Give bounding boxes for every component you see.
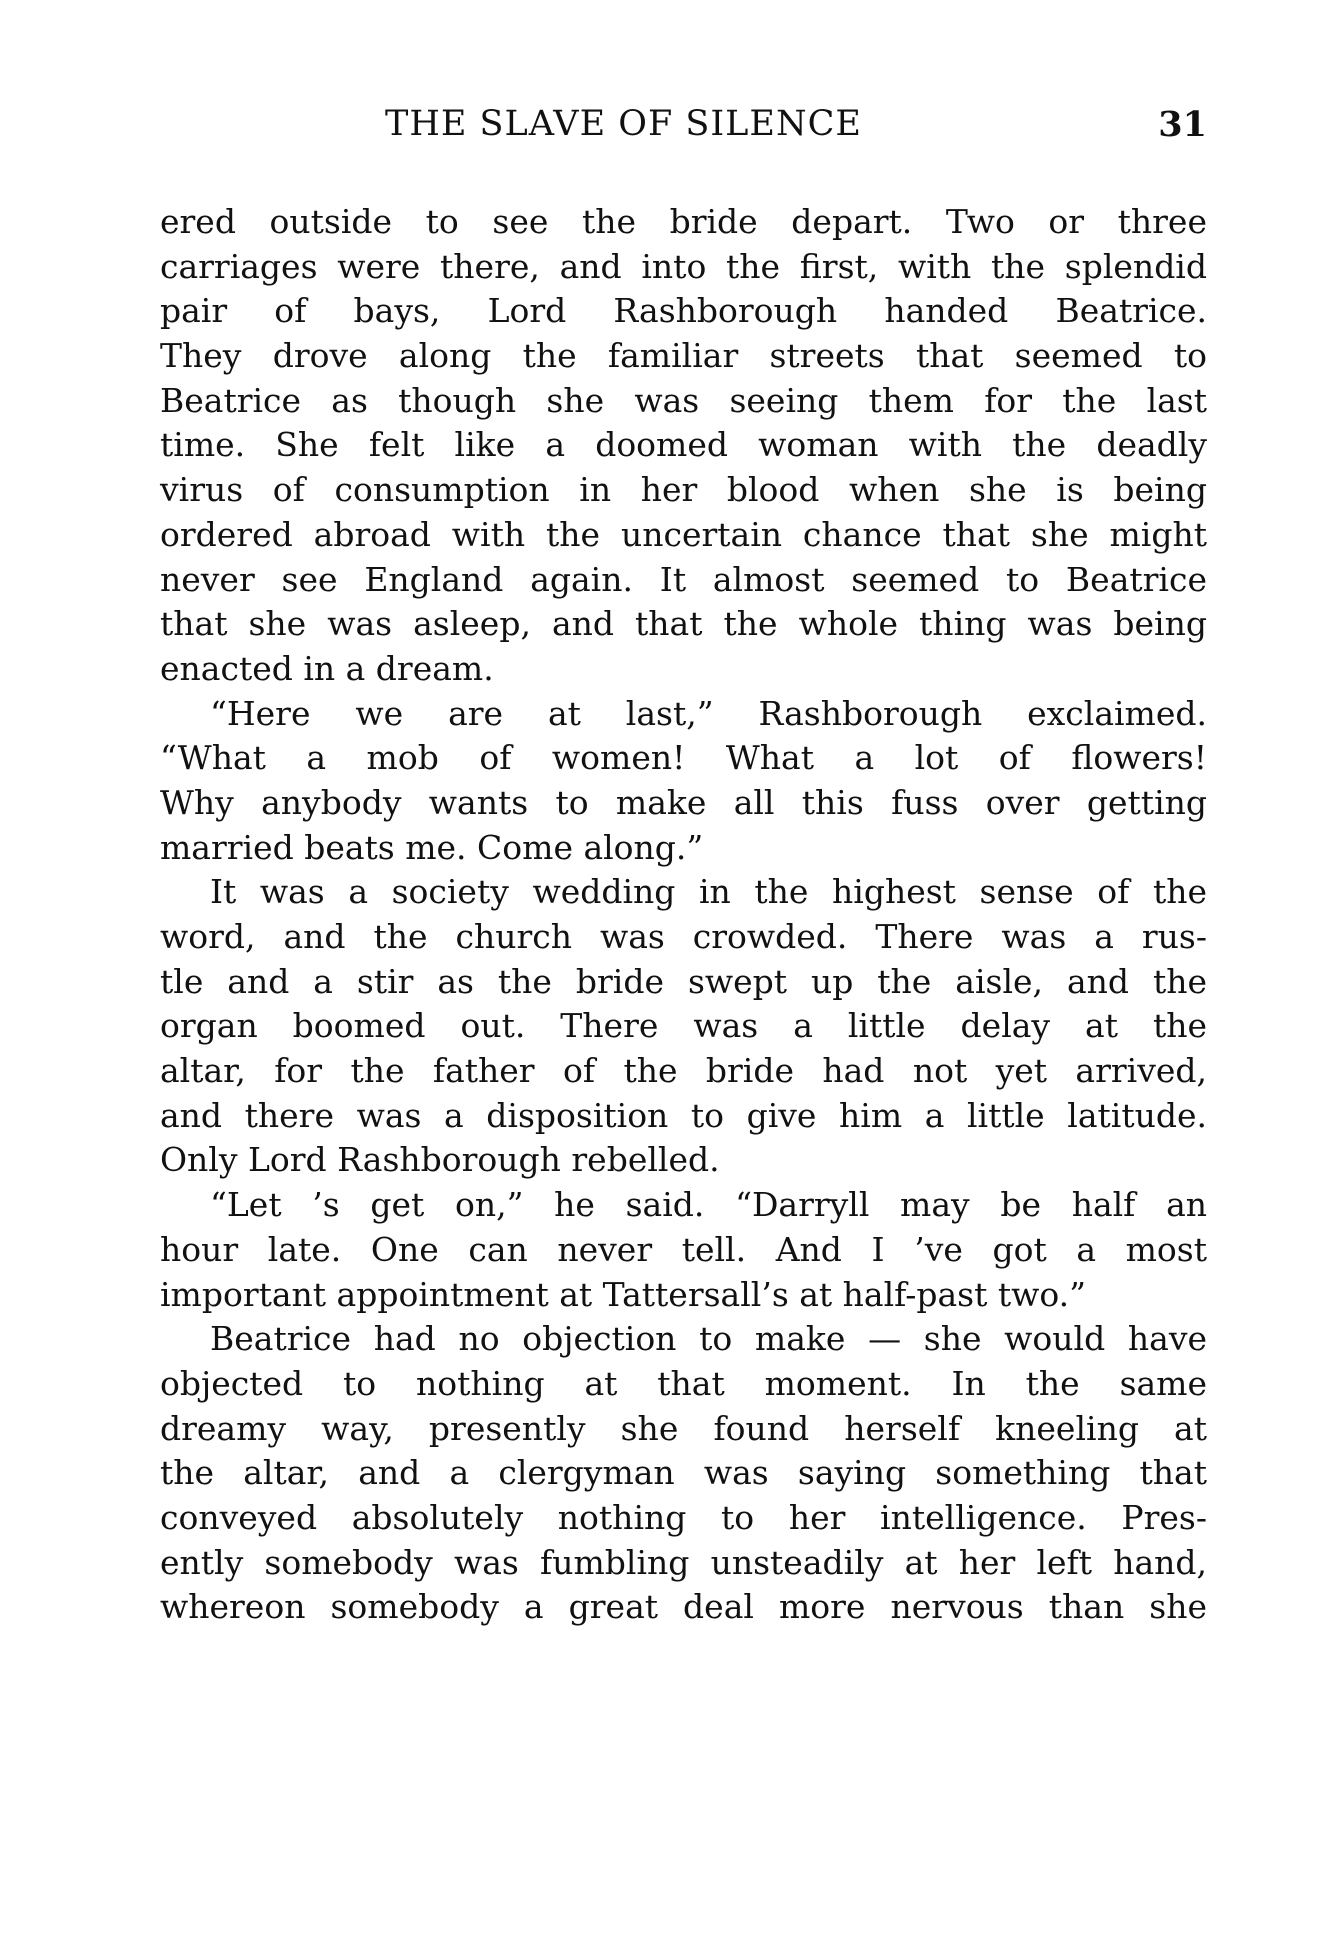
text-line: tle and a stir as the bride swept up the aisle, and the <box>160 961 1207 1001</box>
text-line: objected to nothing at that moment. In the same <box>160 1363 1207 1403</box>
text-line: organ boomed out. There was a little delay at the <box>160 1006 1207 1046</box>
text-line: virus of consumption in her blood when she is being <box>160 470 1207 510</box>
text-line: ered outside to see the bride depart. Two or three <box>160 202 1207 241</box>
text-line: that she was asleep, and that the whole thing was being <box>160 604 1207 644</box>
text-line: ordered abroad with the uncertain chance that she might <box>160 514 1207 554</box>
text-line: They drove along the familiar streets that seemed to <box>160 336 1207 376</box>
text-line: carriages were there, and into the first, with the splendid <box>160 246 1207 286</box>
text-line: “Here we are at last,” Rashborough exclaimed. <box>210 693 1207 733</box>
text-line: time. She felt like a doomed woman with the deadly <box>160 425 1207 465</box>
text-line: dreamy way, presently she found herself kneeling at <box>160 1408 1207 1448</box>
text-line: “What a mob of women! What a lot of flowers! <box>160 738 1207 778</box>
text-line: important appointment at Tattersall’s at half-past two.” <box>160 1274 1086 1314</box>
text-line: hour late. One can never tell. And I ’ve got a most <box>160 1229 1207 1269</box>
text-line: and there was a disposition to give him a little latitude. <box>160 1095 1207 1135</box>
text-line: enacted in a dream. <box>160 648 494 688</box>
text-line: ently somebody was fumbling unsteadily at her left hand, <box>160 1542 1207 1582</box>
running-header <box>160 104 1207 154</box>
text-line: married beats me. Come along.” <box>160 827 704 867</box>
text-line: “Let ’s get on,” he said. “Darryll may be half an <box>210 1185 1207 1225</box>
page-number: 31 <box>1158 104 1207 145</box>
text-line: altar, for the father of the bride had not yet arrived, <box>160 1051 1207 1091</box>
text-line: Only Lord Rashborough rebelled. <box>160 1140 720 1180</box>
text-line: Beatrice as though she was seeing them for the last <box>160 380 1207 420</box>
text-line: never see England again. It almost seemed to Beatrice <box>160 559 1207 599</box>
text-line: It was a society wedding in the highest sense of the <box>210 872 1207 912</box>
text-line: word, and the church was crowded. There was a rus- <box>160 917 1207 956</box>
text-line: conveyed absolutely nothing to her intelligence. Pres- <box>160 1497 1207 1537</box>
text-line: pair of bays, Lord Rashborough handed Beatrice. <box>160 291 1207 331</box>
running-title: THE SLAVE OF SILENCE <box>385 104 862 144</box>
text-line: whereon somebody a great deal more nervous than she <box>160 1587 1207 1627</box>
text-line: the altar, and a clergyman was saying something that <box>160 1453 1207 1493</box>
text-line: Why anybody wants to make all this fuss over getting <box>160 782 1207 822</box>
body-text <box>160 200 1207 1630</box>
text-line: Beatrice had no objection to make — she would have <box>210 1319 1207 1359</box>
